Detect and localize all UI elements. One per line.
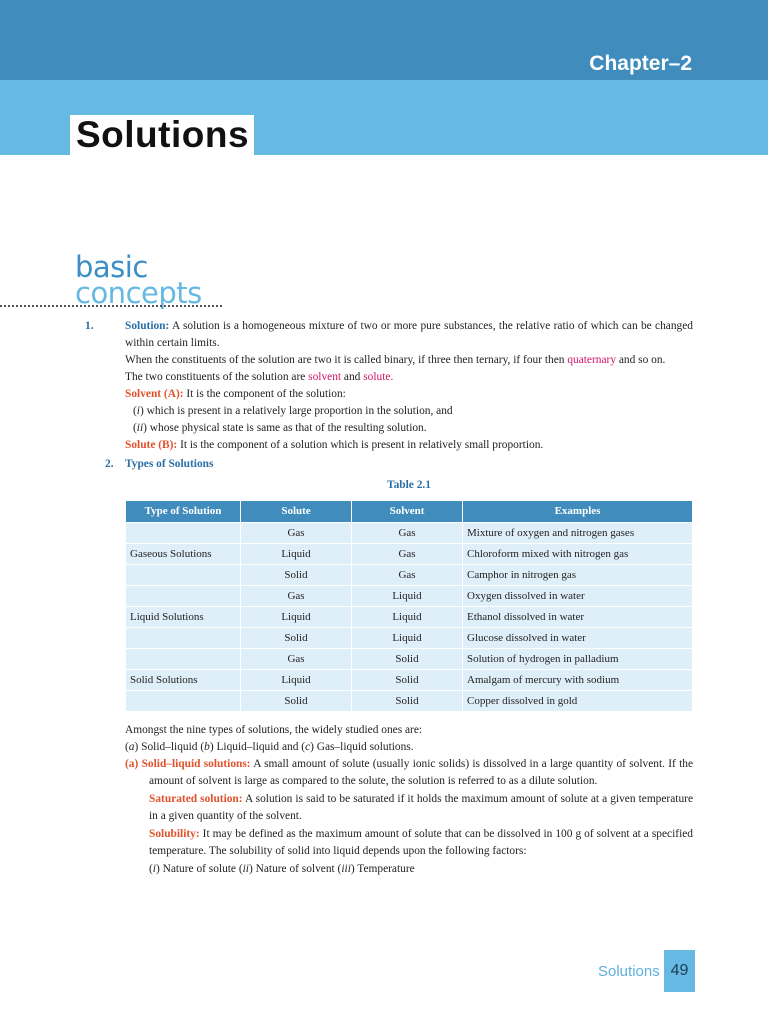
cell-example: Mixture of oxygen and nitrogen gases: [463, 523, 693, 544]
solutions-table: [125, 500, 693, 712]
saturated-label: Saturated solution:: [149, 793, 243, 805]
th-solvent: Solvent: [352, 501, 463, 523]
table-row: [126, 565, 693, 586]
table-row: [126, 523, 693, 544]
table-row: [126, 607, 693, 628]
table-row: [126, 691, 693, 712]
label-a: (a): [125, 758, 139, 770]
cell-type: [126, 523, 241, 544]
cell-solvent: Gas: [352, 565, 463, 586]
cell-solvent: Gas: [352, 544, 463, 565]
cell-type: [126, 691, 241, 712]
th-examples: Examples: [463, 501, 693, 523]
cell-example: Ethanol dissolved in water: [463, 607, 693, 628]
cell-example: Solution of hydrogen in palladium: [463, 649, 693, 670]
solid-liquid-title: Solid–liquid solutions:: [141, 758, 251, 770]
solute-definition: [105, 437, 693, 454]
p2-text-b: ) Liquid–liquid and (: [209, 741, 306, 753]
para2-text-a: When the constituents of the solution are two it is called binary, if three then ternary, if four then: [125, 354, 568, 366]
solvent-highlight: solvent: [308, 371, 342, 383]
chapter-label: Chapter–2: [589, 52, 692, 75]
cell-solute: Gas: [241, 523, 352, 544]
cell-type: Gaseous Solutions: [126, 544, 241, 565]
table-caption: Table 2.1: [387, 479, 431, 491]
solid-liquid-para: [105, 756, 693, 790]
cell-solvent: Liquid: [352, 586, 463, 607]
letter-b: b: [204, 741, 210, 753]
cell-solute: Solid: [241, 628, 352, 649]
main-content: [85, 318, 693, 878]
saturated-text: A solution is said to be saturated if it holds the maximum amount of solute at a given temperature in a given quantity of the solvent.: [149, 793, 693, 822]
solution-text: A solution is a homogeneous mixture of two or more pure substances, the relative ratio of which can be changed within certain limits.: [125, 320, 693, 349]
cell-solute: Gas: [241, 649, 352, 670]
cell-solute: Liquid: [241, 670, 352, 691]
section-1-para-2: [105, 352, 693, 369]
section-2-title: Types of Solutions: [125, 458, 214, 470]
solubility-text: It may be defined as the maximum amount of solute that can be dissolved in 100 g of solvent at a specified temperature. The solubility of solid into liquid depends upon the following factors:: [149, 828, 693, 857]
basic-concepts-line2: concepts: [75, 276, 202, 310]
page-title: Solutions: [76, 114, 250, 155]
solvent-item-i: (i) which is present in a relatively large proportion in the solution, and: [133, 405, 453, 417]
factors-line: (i) Nature of solute (ii) Nature of solvent (iii) Temperature: [149, 863, 415, 875]
cell-example: Amalgam of mercury with sodium: [463, 670, 693, 691]
section-1-para-3: [105, 369, 693, 386]
para3-text-and: and: [341, 371, 364, 383]
table-header-row: [126, 501, 693, 523]
table-row: [126, 670, 693, 691]
cell-type: [126, 628, 241, 649]
th-type: Type of Solution: [126, 501, 241, 523]
table-row: [126, 544, 693, 565]
item-ii-number: ii: [136, 422, 144, 434]
cell-example: Chloroform mixed with nitrogen gas: [463, 544, 693, 565]
cell-solvent: Solid: [352, 649, 463, 670]
p2-text-c: ) Gas–liquid solutions.: [310, 741, 414, 753]
para3-text-a: The two constituents of the solution are: [125, 371, 309, 383]
cell-type: Solid Solutions: [126, 670, 241, 691]
cell-example: Oxygen dissolved in water: [463, 586, 693, 607]
factor-ii: ii: [242, 863, 249, 875]
solubility-para: [105, 826, 693, 860]
letter-c: c: [305, 741, 311, 753]
cell-example: Copper dissolved in gold: [463, 691, 693, 712]
cell-type: [126, 565, 241, 586]
after-para-1: Amongst the nine types of solutions, the widely studied ones are:: [125, 724, 423, 736]
solid-liquid-text: A small amount of solute (usually ionic solids) is dissolved in a large quantity of solvent. If the amount of solvent is large as compared to the solute, the solution is referred to as a dilute solution.: [149, 758, 693, 787]
th-solute: Solute: [241, 501, 352, 523]
letter-a: a: [128, 741, 135, 753]
quaternary-highlight: quaternary: [567, 354, 617, 366]
p2-text-a: ) Solid–liquid (: [134, 741, 205, 753]
cell-example: Camphor in nitrogen gas: [463, 565, 693, 586]
section-2-number: 2.: [105, 458, 114, 470]
solvent-label: Solvent (A):: [125, 388, 184, 400]
cell-solute: Solid: [241, 565, 352, 586]
footer-label: Solutions: [598, 963, 660, 980]
solute-label: Solute (B):: [125, 439, 178, 451]
item-ii-text: whose physical state is same as that of the resulting solution.: [146, 422, 427, 434]
factor-iii: iii: [341, 863, 351, 875]
cell-solute: Liquid: [241, 607, 352, 628]
cell-solute: Solid: [241, 691, 352, 712]
page-number: 49: [670, 962, 689, 979]
section-1-definition: [85, 318, 693, 352]
solvent-definition: [105, 386, 693, 403]
cell-solvent: Solid: [352, 670, 463, 691]
cell-solute: Liquid: [241, 544, 352, 565]
factor-i-text: ) Nature of solute (: [155, 863, 243, 875]
cell-solvent: Solid: [352, 691, 463, 712]
basic-concepts-line1: basic: [75, 250, 148, 284]
table-row: [126, 628, 693, 649]
saturated-para: [105, 791, 693, 825]
section-1-number: 1.: [85, 320, 94, 332]
cell-solute: Gas: [241, 586, 352, 607]
item-i-text: which is present in a relatively large proportion in the solution, and: [143, 405, 453, 417]
cell-solvent: Liquid: [352, 628, 463, 649]
solubility-label: Solubility:: [149, 828, 200, 840]
solvent-text: It is the component of the solution:: [183, 388, 346, 400]
basic-concepts-logo: [75, 250, 202, 310]
after-para-2: (a) Solid–liquid (b) Liquid–liquid and (c) Gas–liquid solutions.: [125, 741, 414, 753]
item-i-number: i: [136, 405, 140, 417]
table-row: [126, 649, 693, 670]
para2-text-b: and so on.: [618, 354, 666, 366]
factor-i: i: [152, 863, 156, 875]
solute-text: It is the component of a solution which is present in relatively small proportion.: [177, 439, 544, 451]
solvent-item-ii: (ii) whose physical state is same as that of the resulting solution.: [133, 422, 427, 434]
solution-label: Solution:: [125, 320, 170, 332]
cell-solvent: Liquid: [352, 607, 463, 628]
cell-solvent: Gas: [352, 523, 463, 544]
section-2-heading: [105, 456, 693, 473]
solute-highlight: solute.: [363, 371, 394, 383]
cell-type: [126, 649, 241, 670]
cell-example: Glucose dissolved in water: [463, 628, 693, 649]
factor-iii-text: ) Temperature: [350, 863, 415, 875]
dotted-divider: [0, 305, 222, 307]
cell-type: Liquid Solutions: [126, 607, 241, 628]
table-row: [126, 586, 693, 607]
cell-type: [126, 586, 241, 607]
factor-ii-text: ) Nature of solvent (: [248, 863, 342, 875]
